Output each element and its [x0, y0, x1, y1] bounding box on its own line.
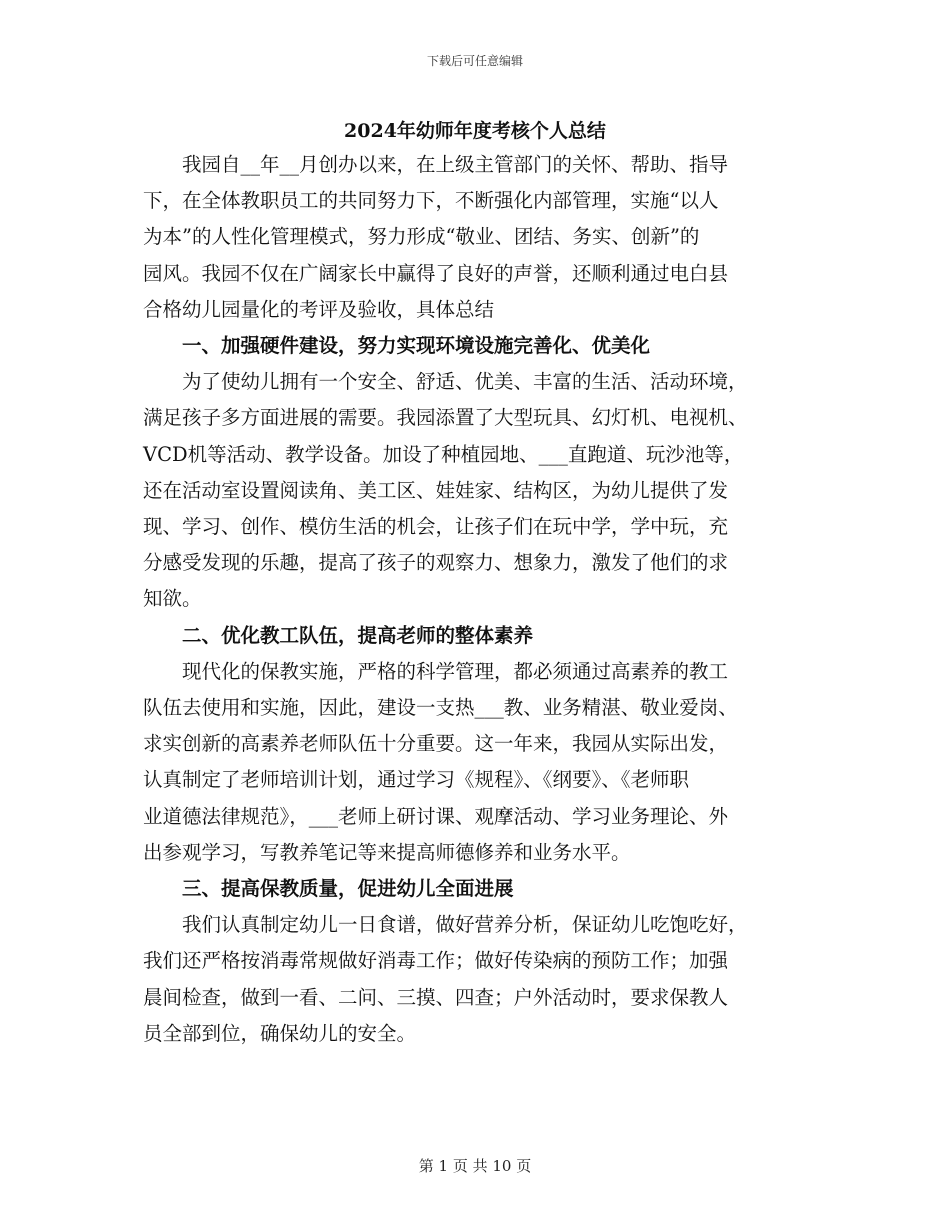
document-body	[143, 147, 808, 1052]
intro-paragraph: 我园自__年__月创办以来，在上级主管部门的关怀、帮助、指导 下，在全体教职员工的共同努力下，不断强化内部管理，实施“以人 为本”的人性化管理模式，努力形成“敬业、团结、务实、创新”的 园风。我园不仅在广阔家长中赢得了良好的声誉，还顺利通过电白县 合格幼儿园量化的考评及验收，具体总结	[143, 153, 729, 321]
page-footer: 第 1 页 共 10 页	[418, 1157, 532, 1175]
document-title: 2024年幼师年度考核个人总结	[344, 120, 606, 142]
section-body-1: 为了使幼儿拥有一个安全、舒适、优美、丰富的生活、活动环境， 满足孩子多方面进展的需要。我园添置了大型玩具、幻灯机、电视机、 VCD机等活动、教学设备。加设了种植园地、___直跑道、玩沙池等， 还在活动室设置阅读角、美工区、娃娃家、结构区，为幼儿提供了发 现、学习、创作、模仿生活的机会，让孩子们在玩中学，学中玩，充 分感受发现的乐趣，提高了孩子的观察力、想象力，激发了他们的求 知欲。	[143, 370, 748, 611]
section-heading-3: 三、提高保教质量，促进幼儿全面进展	[182, 877, 514, 901]
section-body-3: 我们认真制定幼儿一日食谱，做好营养分析，保证幼儿吃饱吃好， 我们还严格按消毒常规做好消毒工作；做好传染病的预防工作；加强 晨间检查，做到一看、二问、三摸、四查；户外活动时，要求保教人 员全部到位，确保幼儿的安全。	[143, 913, 748, 1045]
section-body-2: 现代化的保教实施，严格的科学管理，都必须通过高素养的教工 队伍去使用和实施，因此，建设一支热___教、业务精湛、敬业爱岗、 求实创新的高素养老师队伍十分重要。这一年来，我园从实际出发， 认真制定了老师培训计划，通过学习《规程》、《纲要》、《老师职 业道德法律规范》，___老师上研讨课、观摩活动、学习业务理论、外 出参观学习，写教养笔记等来提高师德修养和业务水平。	[143, 659, 738, 864]
section-heading-2: 二、优化教工队伍，提高老师的整体素养	[182, 623, 534, 647]
header-note: 下载后可任意编辑	[426, 54, 523, 68]
section-heading-1: 一、加强硬件建设，努力实现环境设施完善化、优美化	[182, 334, 651, 358]
